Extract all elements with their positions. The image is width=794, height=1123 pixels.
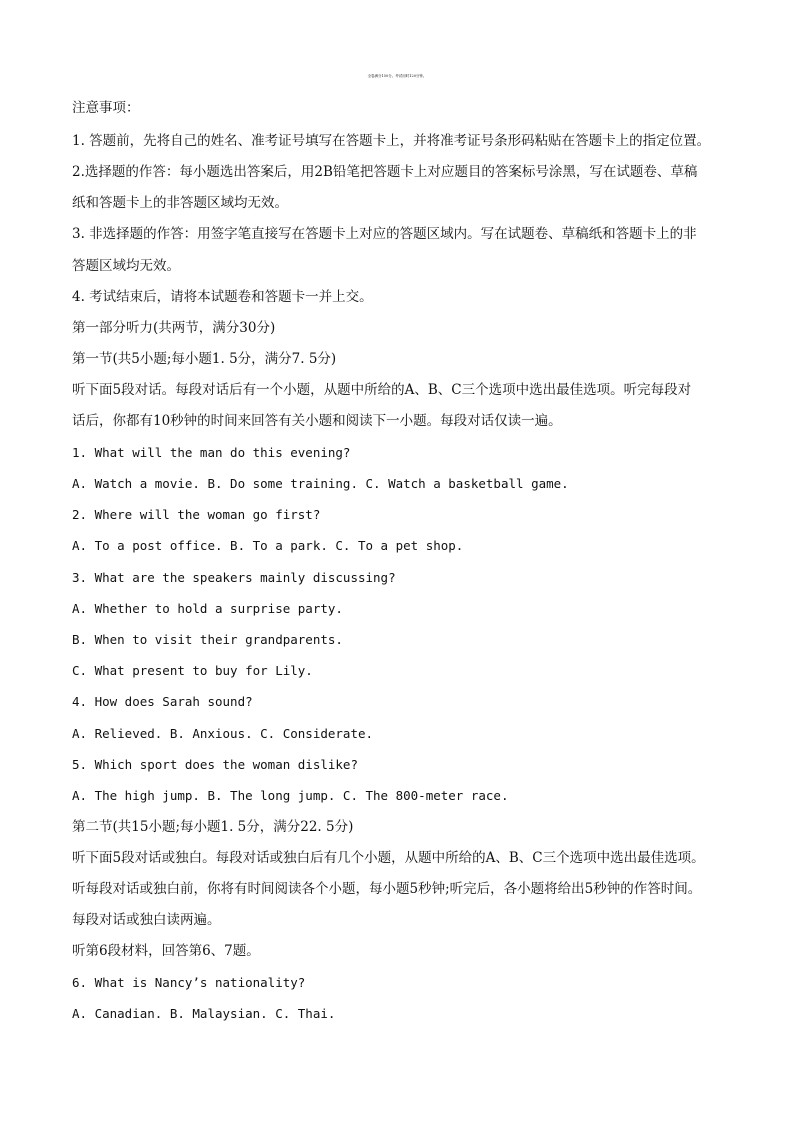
question-3-option-b: B. When to visit their grandparents. bbox=[72, 632, 343, 647]
question-1-options: A. Watch a movie. B. Do some training. C. Watch a basketball game. bbox=[72, 476, 569, 491]
notice-item-1: 1. 答题前，先将自己的姓名、准考证号填写在答题卡上，并将准考证号条形码粘贴在答题卡上的指定位置。 bbox=[72, 133, 711, 149]
section2-heading: 第二节(共15小题;每小题1. 5分，满分22. 5分) bbox=[72, 819, 354, 835]
section1-instructions-line-1: 听下面5段对话。每段对话后有一个小题，从题中所给的A、B、C三个选项中选出最佳选项。听完每段对 bbox=[72, 382, 692, 398]
question-3-option-a: A. Whether to hold a surprise party. bbox=[72, 601, 343, 616]
question-6-options: A. Canadian. B. Malaysian. C. Thai. bbox=[72, 1006, 336, 1021]
question-5-options: A. The high jump. B. The long jump. C. The 800-meter race. bbox=[72, 788, 509, 803]
section2-instructions-line-3: 每段对话或独白读两遍。 bbox=[72, 912, 221, 928]
exam-header: 全卷满分150分。考试用时120分钟。 bbox=[367, 74, 427, 78]
section2-instructions-line-2: 听每段对话或独白前，你将有时间阅读各个小题，每小题5秒钟;听完后，各小题将给出5秒钟的作答时间。 bbox=[72, 881, 702, 897]
question-3: 3. What are the speakers mainly discussing? bbox=[72, 570, 396, 585]
material-6-heading: 听第6段材料，回答第6、7题。 bbox=[72, 943, 260, 959]
question-6: 6. What is Nancy’s nationality? bbox=[72, 975, 306, 990]
section1-instructions-line-2: 话后，你都有10秒钟的时间来回答有关小题和阅读下一小题。每段对话仅读一遍。 bbox=[72, 413, 562, 429]
section2-instructions-line-1: 听下面5段对话或独白。每段对话或独白后有几个小题，从题中所给的A、B、C三个选项中选出最佳选项。 bbox=[72, 850, 705, 866]
notice-item-2-line-1: 2.选择题的作答：每小题选出答案后，用2B铅笔把答题卡上对应题目的答案标号涂黑，写在试题卷、草稿 bbox=[72, 164, 698, 180]
question-2: 2. Where will the woman go first? bbox=[72, 507, 321, 522]
question-4-options: A. Relieved. B. Anxious. C. Considerate. bbox=[72, 726, 374, 741]
notice-item-2-line-2: 纸和答题卡上的非答题区域均无效。 bbox=[72, 195, 288, 211]
question-4: 4. How does Sarah sound? bbox=[72, 694, 253, 709]
question-5: 5. Which sport does the woman dislike? bbox=[72, 757, 358, 772]
question-3-option-c: C. What present to buy for Lily. bbox=[72, 663, 313, 678]
notice-heading: 注意事项： bbox=[72, 100, 140, 116]
notice-item-3-line-2: 答题区域均无效。 bbox=[72, 258, 180, 274]
notice-item-3-line-1: 3. 非选择题的作答：用签字笔直接写在答题卡上对应的答题区域内。写在试题卷、草稿纸和答题卡上的非 bbox=[72, 226, 697, 242]
section1-heading: 第一节(共5小题;每小题1. 5分，满分7. 5分) bbox=[72, 351, 337, 367]
notice-item-4: 4. 考试结束后，请将本试题卷和答题卡一并上交。 bbox=[72, 289, 373, 305]
part1-heading: 第一部分听力(共两节，满分30分) bbox=[72, 320, 276, 336]
question-2-options: A. To a post office. B. To a park. C. To a pet shop. bbox=[72, 538, 464, 553]
question-1: 1. What will the man do this evening? bbox=[72, 445, 351, 460]
